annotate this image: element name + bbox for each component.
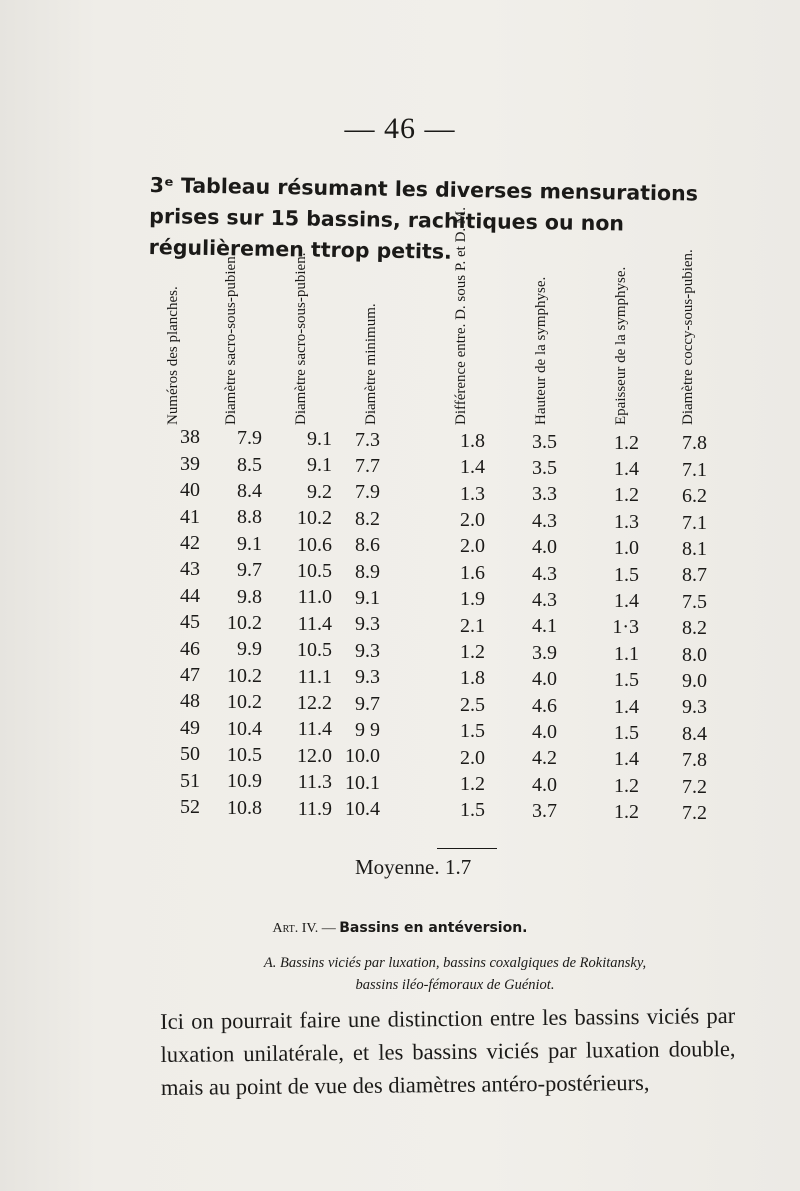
table-cell: 9.3 <box>355 613 380 636</box>
article-title <box>0 920 800 937</box>
table-cell: 7.2 <box>682 802 707 825</box>
table-cell: 7.7 <box>355 454 380 477</box>
table-cell: 43 <box>180 558 200 581</box>
table-cell: 10.5 <box>227 743 262 766</box>
table-cell: 10.4 <box>227 717 262 740</box>
table-cell: 9.3 <box>355 639 380 662</box>
subtitle-line-2: bassins iléo-fémoraux de Guéniot. <box>355 977 555 993</box>
document-page: — 46 — 3ᵉ Tableau résumant les diverses mensurations prises sur 15 bassins, rachitiques ou non régulièremen ttrop petits. Numéros des planches. Diamètre sacro-sous-pubien. Diamètre sacro-sous-pubien. Diamètre minimum. Différence entre. D. sous P. et D. M. Hauteur de la symphyse. Epaisseur de la symphyse. Diamètre coccy-sous-pubien. 38 7.9 9.1 7.3 1.8 3.5 1.2 7.8 39 8.5 9.1 7.7 1.4 3.5 1.4 7.1 40 8.4 9.2 7.9 1.3 3.3 1.2 6.2 41 8.8 10.2 8.2 2.0 4.3 1.3 7.1 42 9.1 10.6 8.6 2.0 4.0 1.0 8.1 43 9.7 10.5 8.9 1.6 4.3 1.5 8.7 44 9.8 11.0 9.1 1.9 4.3 1.4 7.5 45 10.2 11.4 9.3 2.1 4.1 1·3 8.2 46 9.9 10.5 9.3 1.2 3.9 1.1 8.0 47 10.2 11.1 9.3 1.8 4.0 1.5 9.0 48 10.2 12.2 9.7 2.5 4.6 1.4 9.3 49 10.4 11.4 9 9 1.5 4.0 1.5 8.4 50 10.5 12.0 10.0 2.0 4.2 1.4 7.8 51 10.9 11.3 10.1 1.2 4.0 1.2 7.2 52 10.8 11.9 10.4 1.5 3.7 1.2 7.2 Moyenne. 1.7 Art. IV. — Bassins en antéversion. A. Bassins viciés par luxation, bassins coxalgiques de Rokitansky, bassins iléo-fémoraux de Guéniot. Ici on pourrait faire une distinction entre les bassins viciés par luxation unilatérale, et les bassins viciés par luxation double, mais au point de vue des diamètres antéro-postérieurs, <box>0 0 800 1191</box>
table-cell: 1.5 <box>614 722 639 745</box>
table-cell: 1.5 <box>614 669 639 692</box>
table-cell: 1.2 <box>614 774 639 797</box>
table-cell: 1.2 <box>460 773 485 795</box>
table-cell: 10.9 <box>227 770 262 793</box>
table-cell: 1.6 <box>460 561 485 584</box>
table-cell: 2.0 <box>460 535 485 558</box>
table-cell: 1.0 <box>614 537 639 560</box>
table-cell: 8.8 <box>237 506 262 529</box>
table-cell: 4.3 <box>532 562 557 585</box>
table-cell: 9.9 <box>237 638 262 661</box>
table-cell: 10.5 <box>297 559 332 582</box>
table-cell: 11.3 <box>297 771 332 794</box>
table-cell: 7.3 <box>355 428 380 451</box>
table-cell: 38 <box>180 426 200 449</box>
table-cell: 8.2 <box>355 507 380 530</box>
table-cell: 1.9 <box>460 588 485 611</box>
table-cell: 10.2 <box>227 611 262 634</box>
table-cell: 4.6 <box>532 694 557 717</box>
table-cell: 1.4 <box>614 695 639 718</box>
table-cell: 2.1 <box>460 614 485 637</box>
table-cell: 9.8 <box>237 585 262 608</box>
table-cell: 4.0 <box>532 668 557 691</box>
table-cell: 7.2 <box>682 775 707 798</box>
table-cell: 1.4 <box>614 458 639 481</box>
table-cell: 9.7 <box>237 559 262 582</box>
table-cell: 1.2 <box>614 431 639 454</box>
table-cell: 49 <box>180 716 200 739</box>
table-cell: 2.5 <box>460 693 485 716</box>
table-cell: 9.3 <box>355 666 380 689</box>
table-cell: 10.8 <box>227 796 262 819</box>
table-cell: 12.0 <box>297 744 332 767</box>
table-cell: 46 <box>180 637 200 660</box>
article-heading: Bassins en antéversion. <box>339 920 528 936</box>
table-cell: 4.0 <box>532 773 557 796</box>
table-cell: 1.8 <box>460 667 485 690</box>
article-number: Art. IV. <box>272 921 319 936</box>
table-cell: 1.3 <box>614 510 639 533</box>
table-cell: 7.8 <box>682 749 707 772</box>
table-cell: 1.4 <box>614 748 639 771</box>
table-cell: 45 <box>180 611 200 634</box>
body-paragraph: Ici on pourrait faire une distinction entre les bassins viciés par luxation unilatérale, et les bassins viciés par luxation double, mais au point de vue des diamètres antéro-postérieurs, <box>160 1002 736 1100</box>
table-cell: 4.2 <box>532 747 557 770</box>
average-rule <box>437 848 497 849</box>
average-label: Moyenne. <box>355 855 440 879</box>
table-cell: 9 9 <box>355 718 380 741</box>
table-heading: 3ᵉ Tableau résumant les diverses mensurations prises sur 15 bassins, rachitiques ou non régulièremen ttrop petits. <box>148 172 699 264</box>
table-cell: 10.0 <box>345 745 380 768</box>
table-cell: 52 <box>180 795 200 818</box>
table-cell: 48 <box>180 690 200 713</box>
table-cell: 7.8 <box>682 432 707 455</box>
table-cell: 9.1 <box>355 586 380 609</box>
table-cell: 10.2 <box>227 691 262 714</box>
table-cell: 1.8 <box>460 429 485 452</box>
table-cell: 1.2 <box>460 641 485 663</box>
table-cell: 4.0 <box>532 721 557 744</box>
table-cell: 9.2 <box>307 480 332 503</box>
table-cell: 8.4 <box>682 722 707 745</box>
table-cell: 9.7 <box>355 692 380 715</box>
table-cell: 47 <box>180 663 200 686</box>
table-cell: 11.0 <box>297 586 332 609</box>
table-cell: 1.5 <box>460 720 485 743</box>
table-cell: 1.4 <box>614 590 639 613</box>
table-cell: 10.4 <box>345 798 380 821</box>
table-cell: 6.2 <box>682 485 707 508</box>
average-value: 1.7 <box>445 855 472 879</box>
table-cell: 1.2 <box>614 801 639 824</box>
table-cell: 2.0 <box>460 509 485 531</box>
page-number: — 46 — <box>344 112 456 145</box>
table-cell: 3.9 <box>532 641 557 664</box>
table-cell: 4.0 <box>532 536 557 559</box>
table-cell: 3.5 <box>532 457 557 480</box>
table-cell: 12.2 <box>297 691 332 714</box>
table-cell: 7.1 <box>682 458 707 481</box>
table-cell: 8.7 <box>682 564 707 587</box>
table-cell: 41 <box>180 505 200 528</box>
table-cell: 10.1 <box>345 771 380 794</box>
table-cell: 9.1 <box>237 532 262 555</box>
table-cell: 1.5 <box>460 799 485 822</box>
table-cell: 8.9 <box>355 560 380 583</box>
table-cell: 7.1 <box>682 511 707 534</box>
table-cell: 10.6 <box>297 533 332 556</box>
table-cell: 8.4 <box>237 479 262 502</box>
table-cell: 10.5 <box>297 639 332 662</box>
table-cell: 11.1 <box>297 665 332 688</box>
table-cell: 9.1 <box>307 454 332 477</box>
table-cell: 7.5 <box>682 590 707 613</box>
table-cell: 4.1 <box>532 615 557 638</box>
section-subtitle <box>195 952 715 996</box>
table-cell: 39 <box>180 452 200 475</box>
table-cell: 7.9 <box>237 427 262 450</box>
table-cell: 8.1 <box>682 538 707 561</box>
table-cell: 9.0 <box>682 670 707 693</box>
table-cell: 3.3 <box>532 483 557 506</box>
table-cell: 8.6 <box>355 534 380 557</box>
table-cell: 9.1 <box>307 427 332 450</box>
table-cell: 40 <box>180 479 200 502</box>
table-cell: 1.2 <box>614 484 639 507</box>
table-cell: 11.4 <box>297 612 332 635</box>
table-cell: 2.0 <box>460 746 485 769</box>
table-cell: 44 <box>180 584 200 607</box>
table-cell: 7.9 <box>355 481 380 504</box>
table-cell: 3.5 <box>532 430 557 453</box>
table-cell: 1.4 <box>460 456 485 479</box>
table-cell: 8.0 <box>682 643 707 666</box>
table-cell: 10.2 <box>227 664 262 687</box>
table-cell: 1.1 <box>614 642 639 665</box>
table-cell: 11.4 <box>297 718 332 741</box>
table-cell: 4.3 <box>532 589 557 612</box>
table-cell: 50 <box>180 743 200 766</box>
table-cell: 42 <box>180 531 200 554</box>
table-cell: 4.3 <box>532 509 557 532</box>
table-cell: 1.3 <box>460 482 485 505</box>
table-cell: 3.7 <box>532 800 557 823</box>
table-cell: 11.9 <box>297 797 332 820</box>
table-cell: 8.5 <box>237 453 262 476</box>
table-cell: 8.2 <box>682 617 707 640</box>
table-cell: 1.5 <box>614 563 639 586</box>
subtitle-line-1: A. Bassins viciés par luxation, bassins coxalgiques de Rokitansky, <box>263 955 647 971</box>
table-cell: 9.3 <box>682 696 707 719</box>
table-cell: 51 <box>180 769 200 792</box>
article-dash: — <box>318 921 340 936</box>
table-cell: 1·3 <box>612 616 639 639</box>
table-row <box>0 796 800 826</box>
table-cell: 10.2 <box>297 507 332 530</box>
